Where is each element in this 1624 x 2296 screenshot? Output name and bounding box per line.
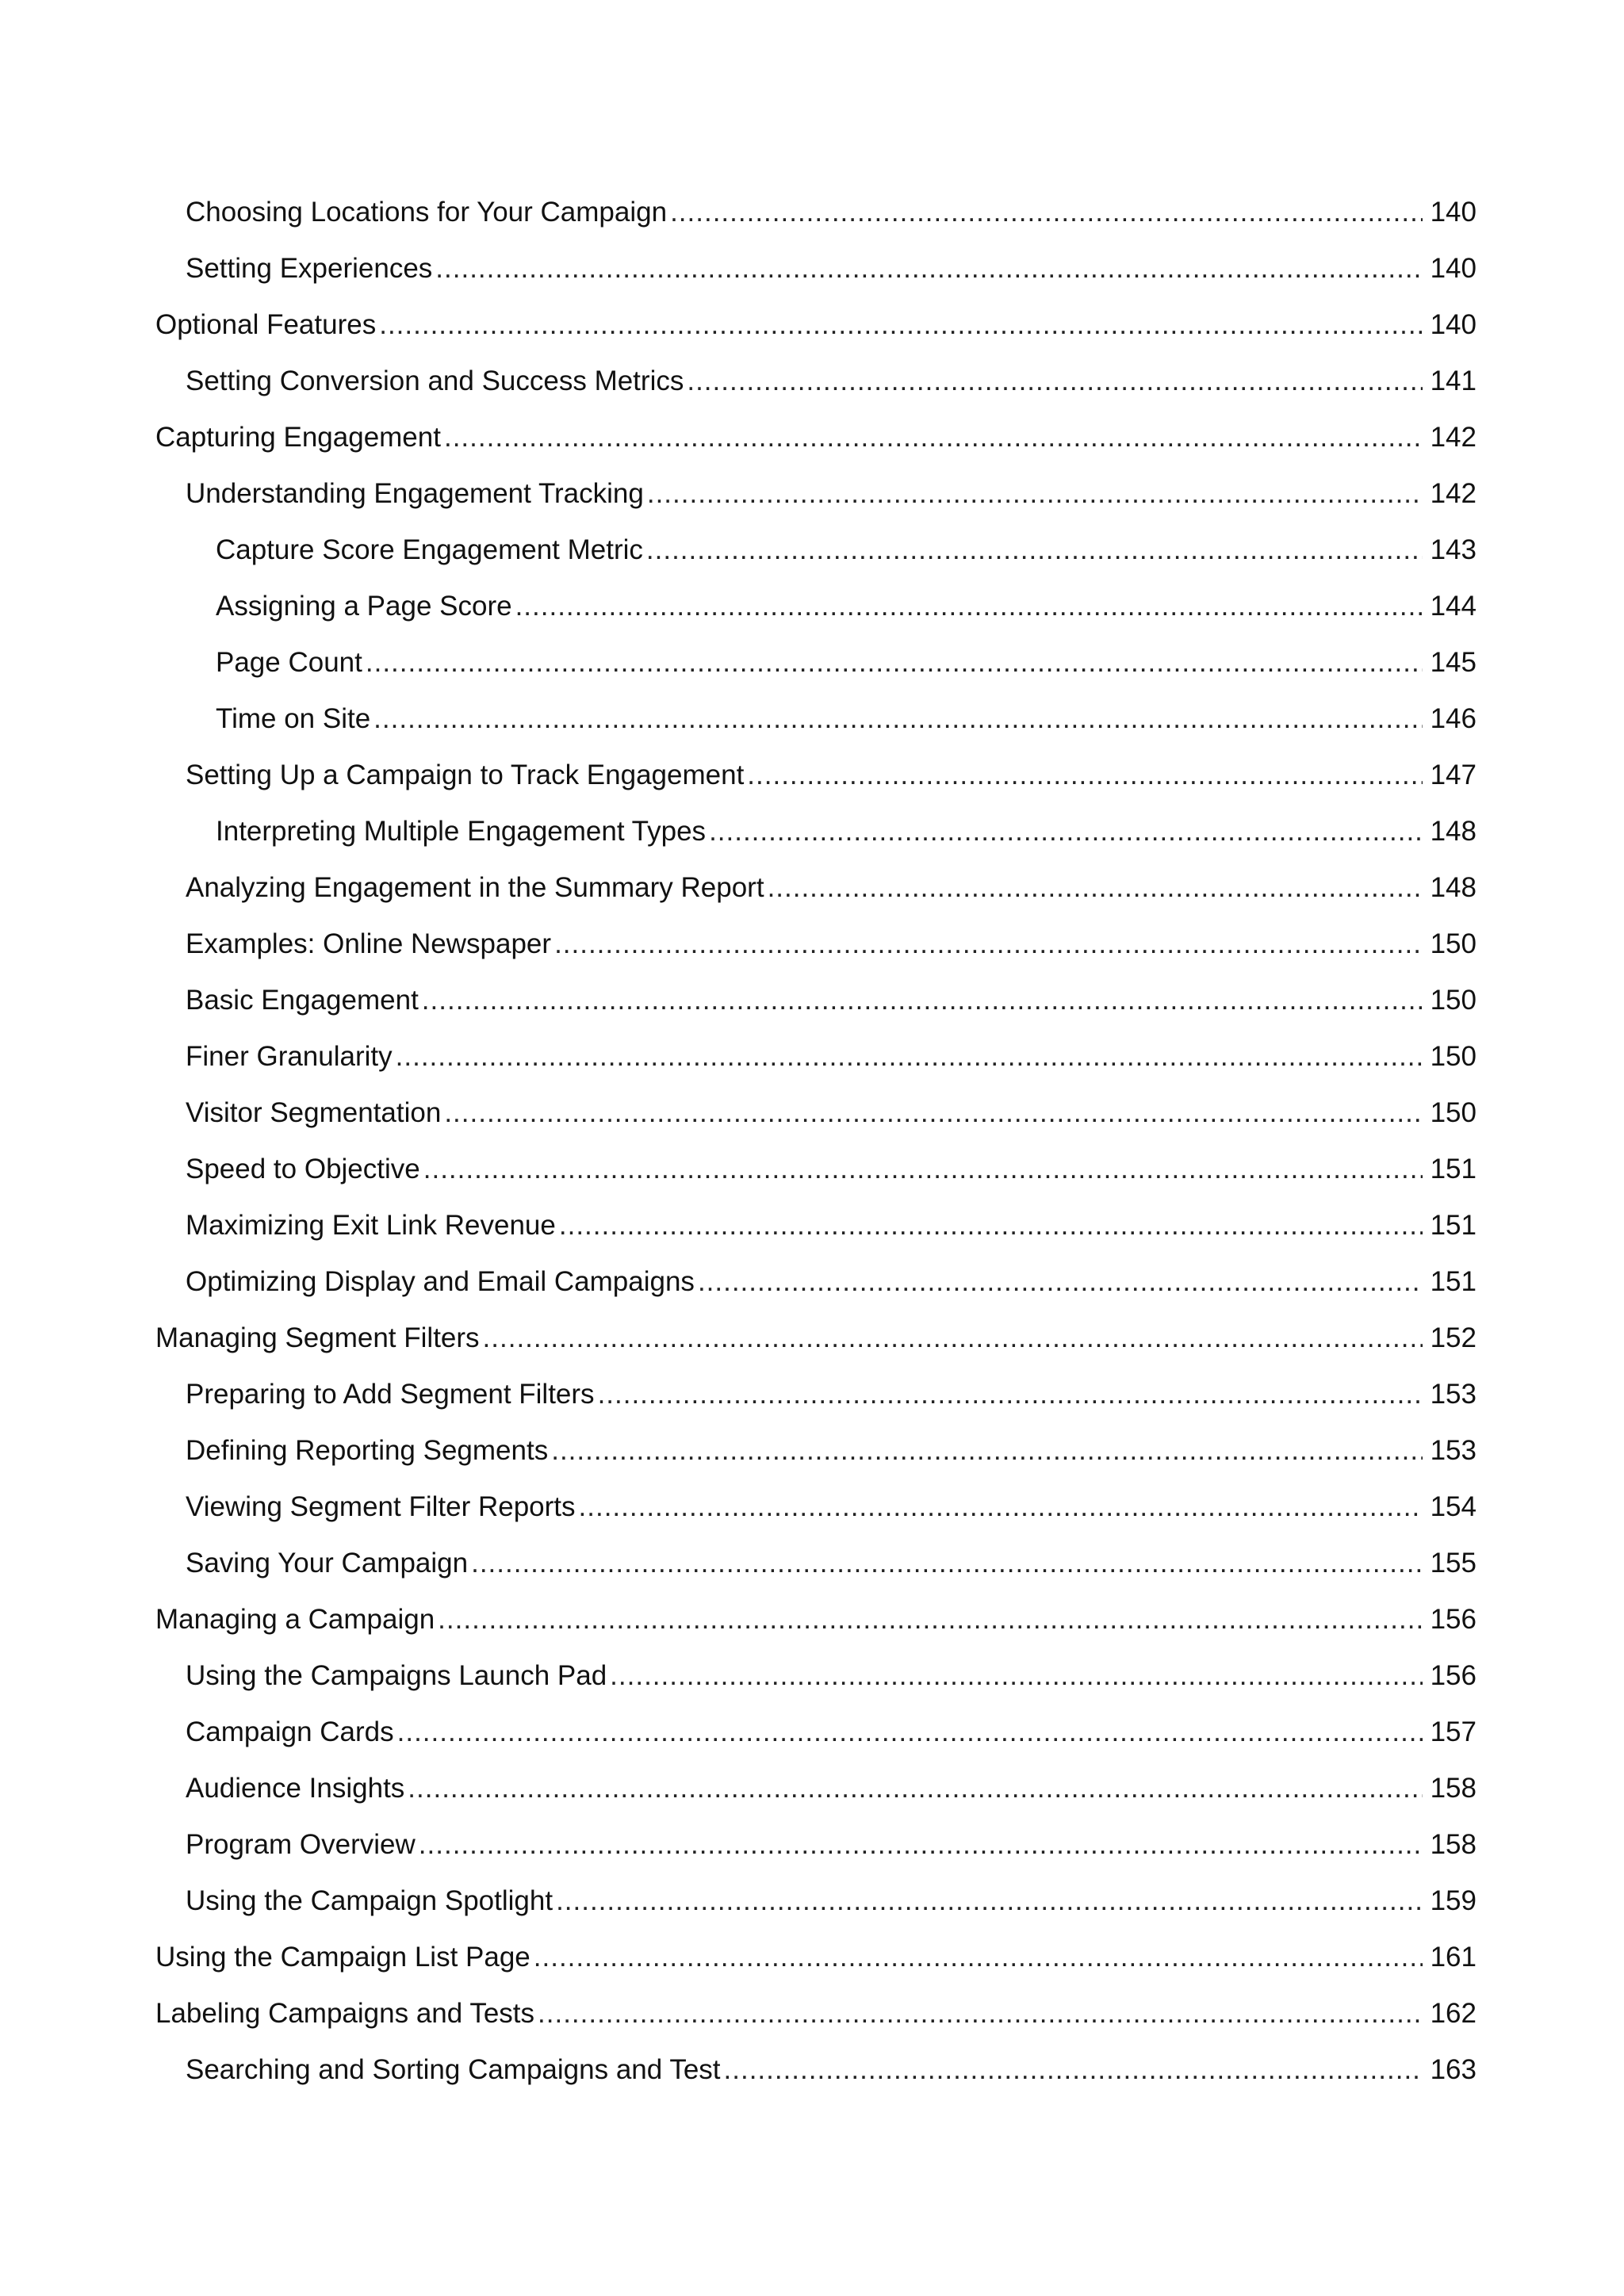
toc-entry-title: Labeling Campaigns and Tests: [155, 1998, 535, 2029]
toc-entry[interactable]: [155, 2048, 1477, 2104]
toc-entry[interactable]: [155, 922, 1477, 978]
toc-entry-title: Saving Your Campaign: [186, 1548, 469, 1578]
toc-entry-title: Basic Engagement: [186, 985, 419, 1016]
toc-entry[interactable]: [155, 1429, 1477, 1485]
toc-entry[interactable]: [155, 1541, 1477, 1598]
toc-dot-leader: [747, 753, 1422, 798]
toc-entry[interactable]: [155, 472, 1477, 528]
toc-dot-leader: [435, 247, 1422, 291]
toc-dot-leader: [373, 697, 1422, 741]
toc-page-number: 150: [1430, 928, 1477, 959]
toc-dot-leader: [709, 809, 1423, 854]
toc-page-number: 151: [1430, 1210, 1477, 1241]
toc-page-number: 161: [1430, 1942, 1477, 1973]
toc-dot-leader: [551, 1429, 1422, 1473]
toc-dot-leader: [554, 922, 1423, 966]
toc-page-number: 140: [1430, 309, 1477, 340]
toc-page-number: 156: [1430, 1660, 1477, 1691]
toc-dot-leader: [366, 641, 1423, 685]
toc-dot-leader: [515, 584, 1423, 629]
toc-dot-leader: [538, 1992, 1423, 2036]
toc-page-number: 150: [1430, 1041, 1477, 1072]
toc-page-number: 140: [1430, 197, 1477, 228]
toc-page-number: 153: [1430, 1379, 1477, 1410]
toc-page-number: 143: [1430, 534, 1477, 565]
toc-entry-title: Program Overview: [186, 1829, 416, 1860]
toc-page-number: 158: [1430, 1773, 1477, 1804]
toc-entry[interactable]: [155, 303, 1477, 359]
toc-entry[interactable]: [155, 697, 1477, 753]
toc-dot-leader: [438, 1598, 1422, 1642]
toc-entry-title: Interpreting Multiple Engagement Types: [216, 816, 707, 847]
toc-page-number: 150: [1430, 1097, 1477, 1128]
toc-entry-title: Visitor Segmentation: [186, 1097, 442, 1128]
toc-page-number: 151: [1430, 1154, 1477, 1184]
toc-entry-title: Capture Score Engagement Metric: [216, 534, 643, 565]
toc-entry[interactable]: [155, 641, 1477, 697]
toc-dot-leader: [483, 1316, 1423, 1360]
toc-page-number: 147: [1430, 760, 1477, 790]
toc-entry-title: Optimizing Display and Email Campaigns: [186, 1266, 695, 1297]
toc-dot-leader: [419, 1823, 1423, 1867]
toc-page-number: 141: [1430, 365, 1477, 396]
toc-entry-title: Analyzing Engagement in the Summary Report: [186, 872, 764, 903]
toc-entry-title: Time on Site: [216, 703, 371, 734]
toc-entry[interactable]: [155, 866, 1477, 922]
toc-entry-title: Capturing Engagement: [155, 422, 441, 453]
toc-page-number: 151: [1430, 1266, 1477, 1297]
toc-entry-title: Setting Up a Campaign to Track Engagement: [186, 760, 745, 790]
toc-entry[interactable]: [155, 1372, 1477, 1429]
toc-entry[interactable]: [155, 1992, 1477, 2048]
toc-dot-leader: [556, 1879, 1423, 1923]
toc-page-number: 154: [1430, 1491, 1477, 1522]
toc-entry[interactable]: [155, 1710, 1477, 1766]
toc-entry-title: Page Count: [216, 647, 362, 678]
toc-page-number: 159: [1430, 1885, 1477, 1916]
toc-dot-leader: [698, 1260, 1423, 1304]
toc-page-number: 150: [1430, 985, 1477, 1016]
toc-entry-title: Using the Campaign List Page: [155, 1942, 530, 1973]
toc-page-number: 157: [1430, 1716, 1477, 1747]
toc-dot-leader: [670, 190, 1423, 235]
toc-entry-title: Searching and Sorting Campaigns and Test: [186, 2054, 721, 2085]
toc-page-number: 156: [1430, 1604, 1477, 1635]
toc-dot-leader: [444, 415, 1423, 460]
toc-entry[interactable]: [155, 528, 1477, 584]
toc-entry[interactable]: [155, 1316, 1477, 1372]
toc-entry-title: Managing a Campaign: [155, 1604, 435, 1635]
toc-page-number: 162: [1430, 1998, 1477, 2029]
toc-page-number: 158: [1430, 1829, 1477, 1860]
toc-entry[interactable]: [155, 359, 1477, 415]
toc-dot-leader: [559, 1203, 1423, 1248]
toc-page-number: 146: [1430, 703, 1477, 734]
toc-entry-title: Setting Experiences: [186, 253, 433, 284]
toc-entry[interactable]: [155, 753, 1477, 809]
toc-entry-title: Examples: Online Newspaper: [186, 928, 552, 959]
toc-entry-title: Maximizing Exit Link Revenue: [186, 1210, 556, 1241]
toc-page-number: 148: [1430, 872, 1477, 903]
toc-dot-leader: [397, 1710, 1423, 1755]
toc-entry[interactable]: [155, 1203, 1477, 1260]
toc-entry[interactable]: [155, 1598, 1477, 1654]
toc-page-number: 148: [1430, 816, 1477, 847]
toc-entry-title: Understanding Engagement Tracking: [186, 478, 644, 509]
toc-page-number: 140: [1430, 253, 1477, 284]
toc-page-number: 142: [1430, 422, 1477, 453]
toc-page-number: 152: [1430, 1322, 1477, 1353]
toc-page-number: 153: [1430, 1435, 1477, 1466]
toc-dot-leader: [396, 1035, 1423, 1079]
toc-entry-title: Managing Segment Filters: [155, 1322, 480, 1353]
toc-entry-title: Choosing Locations for Your Campaign: [186, 197, 668, 228]
toc-entry[interactable]: [155, 247, 1477, 303]
toc-entry-title: Using the Campaigns Launch Pad: [186, 1660, 607, 1691]
toc-entry-title: Setting Conversion and Success Metrics: [186, 365, 684, 396]
toc-entry[interactable]: [155, 1654, 1477, 1710]
toc-page-number: 155: [1430, 1548, 1477, 1578]
toc-dot-leader: [534, 1935, 1423, 1980]
toc-entry[interactable]: [155, 1485, 1477, 1541]
toc-entry-title: Audience Insights: [186, 1773, 405, 1804]
toc-entry[interactable]: [155, 1035, 1477, 1091]
toc-entry[interactable]: [155, 190, 1477, 247]
toc-entry-title: Defining Reporting Segments: [186, 1435, 549, 1466]
toc-dot-leader: [610, 1654, 1422, 1698]
toc-entry-title: Assigning a Page Score: [216, 591, 512, 622]
toc-dot-leader: [444, 1091, 1422, 1135]
toc-entry[interactable]: [155, 1147, 1477, 1203]
toc-dot-leader: [408, 1766, 1422, 1811]
toc-entry-title: Viewing Segment Filter Reports: [186, 1491, 576, 1522]
toc-dot-leader: [646, 528, 1423, 572]
toc-entry-title: Using the Campaign Spotlight: [186, 1885, 553, 1916]
toc-page-number: 163: [1430, 2054, 1477, 2085]
toc-dot-leader: [579, 1485, 1423, 1529]
toc-entry[interactable]: [155, 1823, 1477, 1879]
toc-dot-leader: [471, 1541, 1423, 1586]
toc-entry-title: Preparing to Add Segment Filters: [186, 1379, 595, 1410]
toc-page-number: 142: [1430, 478, 1477, 509]
toc-entry[interactable]: [155, 1260, 1477, 1316]
toc-entry[interactable]: [155, 1091, 1477, 1147]
toc-dot-leader: [647, 472, 1423, 516]
toc-entry[interactable]: [155, 978, 1477, 1035]
toc-entry-title: Campaign Cards: [186, 1716, 394, 1747]
toc-entry[interactable]: [155, 1935, 1477, 1992]
toc-page-number: 144: [1430, 591, 1477, 622]
toc-entry-title: Finer Granularity: [186, 1041, 393, 1072]
toc-dot-leader: [724, 2048, 1423, 2092]
toc-entry[interactable]: [155, 584, 1477, 641]
toc-entry-title: Optional Features: [155, 309, 377, 340]
toc-entry-title: Speed to Objective: [186, 1154, 420, 1184]
table-of-contents: [155, 190, 1477, 2104]
toc-dot-leader: [423, 1147, 1423, 1192]
toc-entry[interactable]: [155, 809, 1477, 866]
toc-dot-leader: [687, 359, 1422, 404]
toc-entry[interactable]: [155, 1879, 1477, 1935]
toc-dot-leader: [379, 303, 1422, 347]
toc-entry[interactable]: [155, 1766, 1477, 1823]
toc-dot-leader: [768, 866, 1423, 910]
toc-dot-leader: [422, 978, 1423, 1023]
toc-dot-leader: [598, 1372, 1423, 1417]
toc-entry[interactable]: [155, 415, 1477, 472]
toc-page-number: 145: [1430, 647, 1477, 678]
